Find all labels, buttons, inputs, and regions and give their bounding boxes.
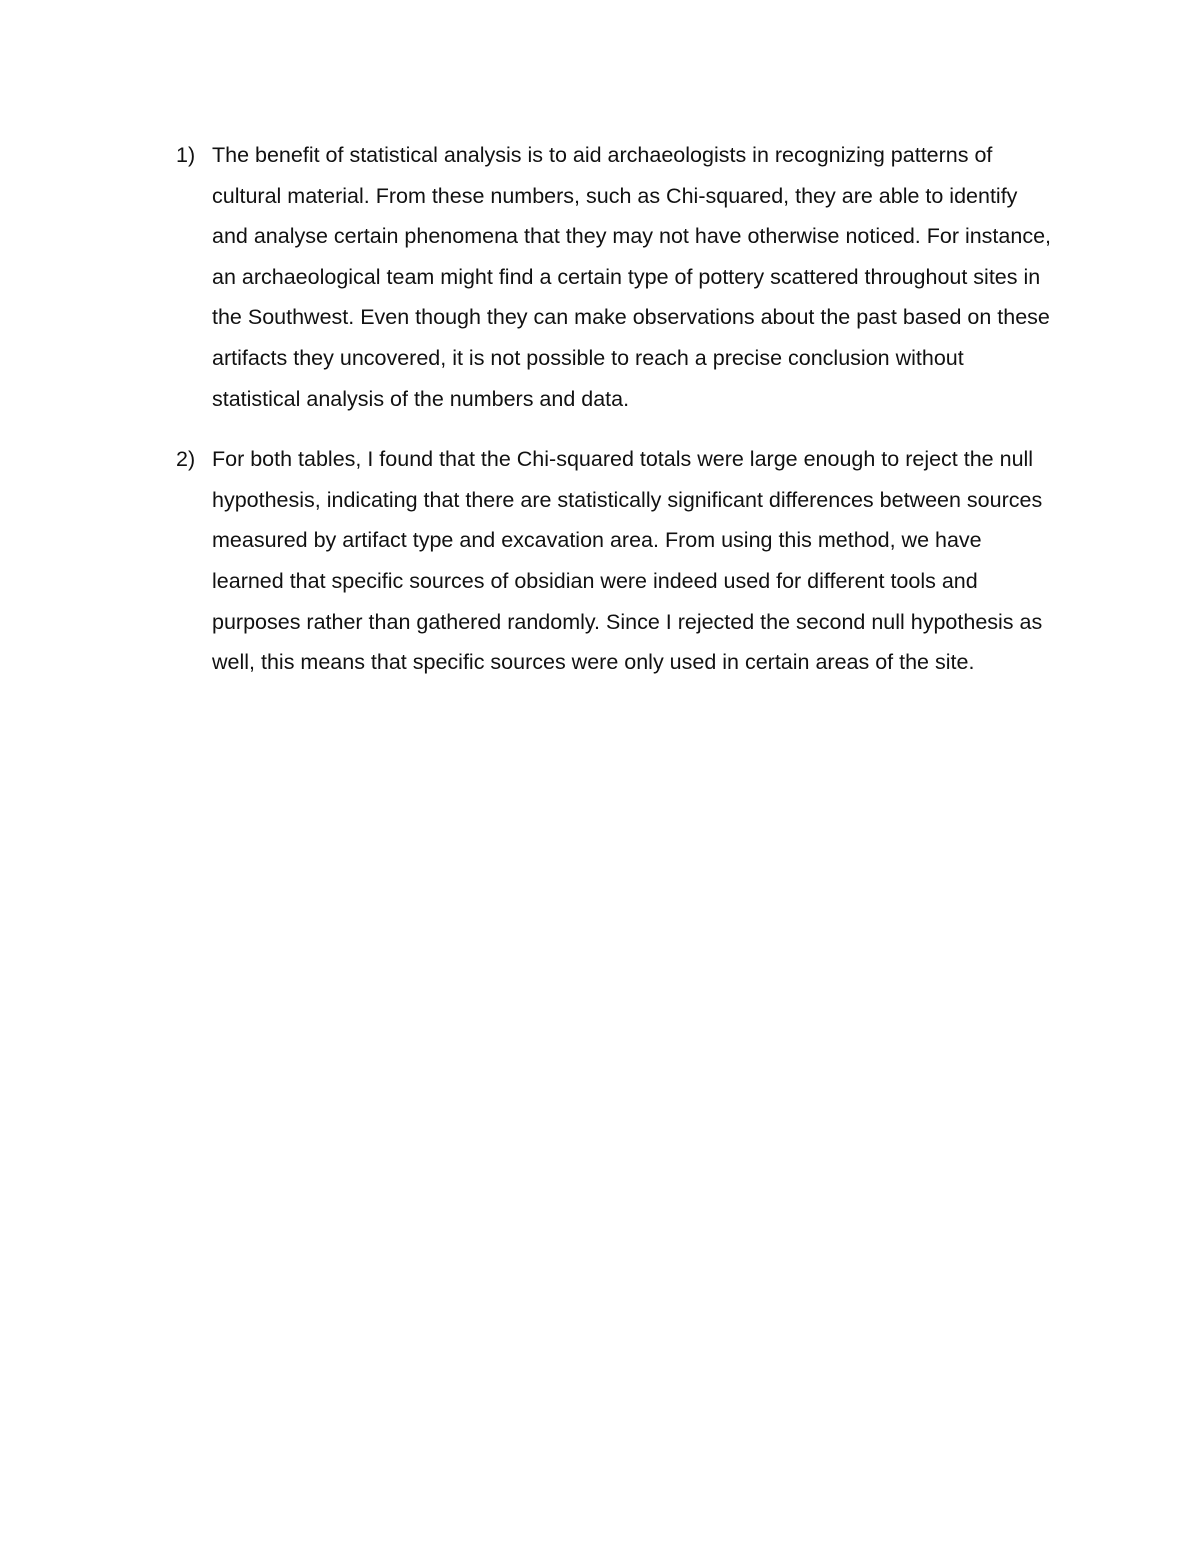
- answer-paragraph: The benefit of statistical analysis is to aid archaeologists in recognizing patterns of cultural material. From these numbers, such as Chi-squared, they are able to identify and analyse certain phenomena that they may not have otherwise noticed. For instance, an archaeological team might find a certain type of pottery scattered throughout sites in the Southwest. Even though they can make observations about the past based on these artifacts they uncovered, it is not possible to reach a precise conclusion without statistical analysis of the numbers and data.: [212, 143, 1052, 411]
- list-item: [176, 439, 1056, 683]
- item-number: 2): [176, 447, 196, 472]
- numbered-answer-list: [176, 135, 1056, 703]
- answer-paragraph: For both tables, I found that the Chi-squared totals were large enough to reject the null hypothesis, indicating that there are statistically significant differences between sources measured by artifact type and excavation area. From using this method, we have learned that specific sources of obsidian were indeed used for different tools and purposes rather than gathered randomly. Since I rejected the second null hypothesis as well, this means that specific sources were only used in certain areas of the site.: [212, 447, 1043, 675]
- item-number: 1): [176, 143, 196, 167]
- list-item: [176, 135, 1056, 419]
